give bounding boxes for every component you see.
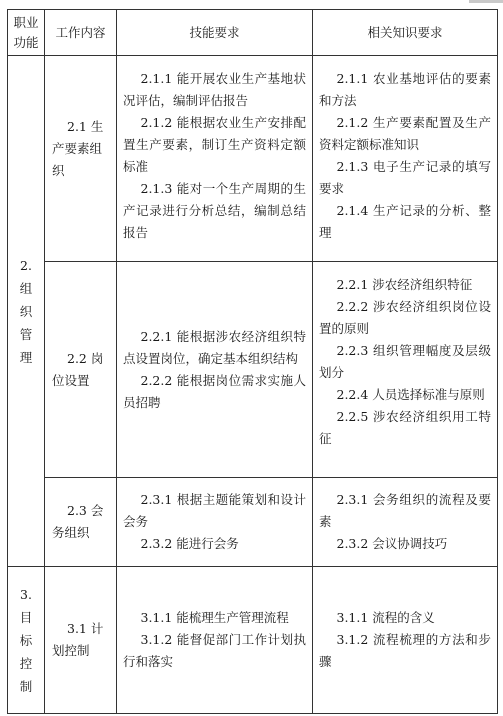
skill-item: 2.2.1 能根据涉农经济组织特点设置岗位，确定基本组织结构	[123, 328, 306, 366]
skill-cell	[117, 262, 313, 478]
skill-item: 2.2.2 能根据岗位需求实施人员招聘	[123, 372, 306, 410]
table-row	[8, 567, 498, 714]
knowledge-item: 2.1.3 电子生产记录的填写要求	[319, 159, 491, 196]
skill-cell	[117, 56, 313, 262]
function-char: 组	[19, 280, 33, 296]
knowledge-item: 3.1.2 流程梳理的方法和步骤	[319, 632, 491, 669]
knowledge-cell	[313, 262, 498, 478]
header-func-line1: 职业	[13, 14, 39, 30]
work-content-cell	[45, 56, 117, 262]
page-edge-mark	[469, 0, 503, 3]
function-char: 标	[19, 632, 33, 648]
knowledge-cell	[313, 478, 498, 567]
skill-cell	[117, 478, 313, 567]
work-content: 2.3 会务组织	[52, 503, 104, 540]
work-content: 2.2 岗位设置	[52, 350, 104, 388]
function-char: 管	[19, 326, 33, 342]
function-char: 2.	[20, 257, 32, 273]
work-content: 2.1 生产要素组织	[52, 119, 104, 178]
function-cell	[8, 56, 45, 567]
function-cell	[8, 567, 45, 714]
function-char: 控	[19, 655, 33, 671]
skill-cell	[117, 567, 313, 714]
knowledge-item: 2.1.4 生产记录的分析、整理	[319, 203, 491, 240]
knowledge-item: 2.2.1 涉农经济组织特征	[336, 277, 473, 292]
function-char: 理	[19, 349, 33, 365]
function-char: 3.	[20, 586, 32, 602]
work-content-cell	[45, 262, 117, 478]
function-char: 织	[19, 303, 33, 319]
header-skill: 技能要求	[117, 10, 313, 56]
knowledge-item: 2.2.2 涉农经济组织岗位设置的原则	[319, 299, 491, 336]
skill-item: 3.1.1 能梳理生产管理流程	[140, 610, 289, 625]
work-content-cell	[45, 478, 117, 567]
skill-item: 2.3.2 能进行会务	[140, 536, 239, 551]
skill-item: 2.3.1 根据主题能策划和设计会务	[123, 492, 306, 529]
skills-table	[7, 9, 498, 714]
header-row	[8, 10, 498, 56]
knowledge-item: 2.3.2 会议协调技巧	[336, 536, 448, 551]
knowledge-cell	[313, 567, 498, 714]
table-row	[8, 262, 498, 478]
work-content-cell	[45, 567, 117, 714]
knowledge-item: 2.2.4 人员选择标准与原则	[336, 387, 485, 402]
skill-item: 2.1.2 能根据农业生产安排配置生产要素，制订生产资料定额标准	[123, 115, 306, 174]
knowledge-item: 2.1.2 生产要素配置及生产资料定额标准知识	[319, 115, 491, 152]
skill-item: 3.1.2 能督促部门工作计划执行和落实	[123, 632, 306, 669]
knowledge-item: 2.2.5 涉农经济组织用工特征	[319, 409, 491, 446]
header-knowledge: 相关知识要求	[313, 10, 498, 56]
table-row	[8, 478, 498, 567]
function-char: 目	[19, 609, 33, 625]
work-content: 3.1 计划控制	[52, 621, 104, 658]
skill-item: 2.1.3 能对一个生产周期的生产记录进行分析总结，编制总结报告	[123, 181, 306, 240]
knowledge-item: 2.1.1 农业基地评估的要素和方法	[319, 71, 491, 108]
knowledge-item: 2.2.3 组织管理幅度及层级划分	[319, 343, 491, 380]
header-work: 工作内容	[45, 10, 117, 56]
header-func	[8, 10, 45, 56]
function-char: 制	[19, 678, 33, 694]
header-func-line2: 功能	[13, 34, 39, 50]
knowledge-item: 2.3.1 会务组织的流程及要素	[319, 492, 491, 529]
knowledge-cell	[313, 56, 498, 262]
table-row	[8, 56, 498, 262]
skill-item: 2.1.1 能开展农业生产基地状况评估，编制评估报告	[123, 71, 306, 108]
knowledge-item: 3.1.1 流程的含义	[336, 610, 435, 625]
